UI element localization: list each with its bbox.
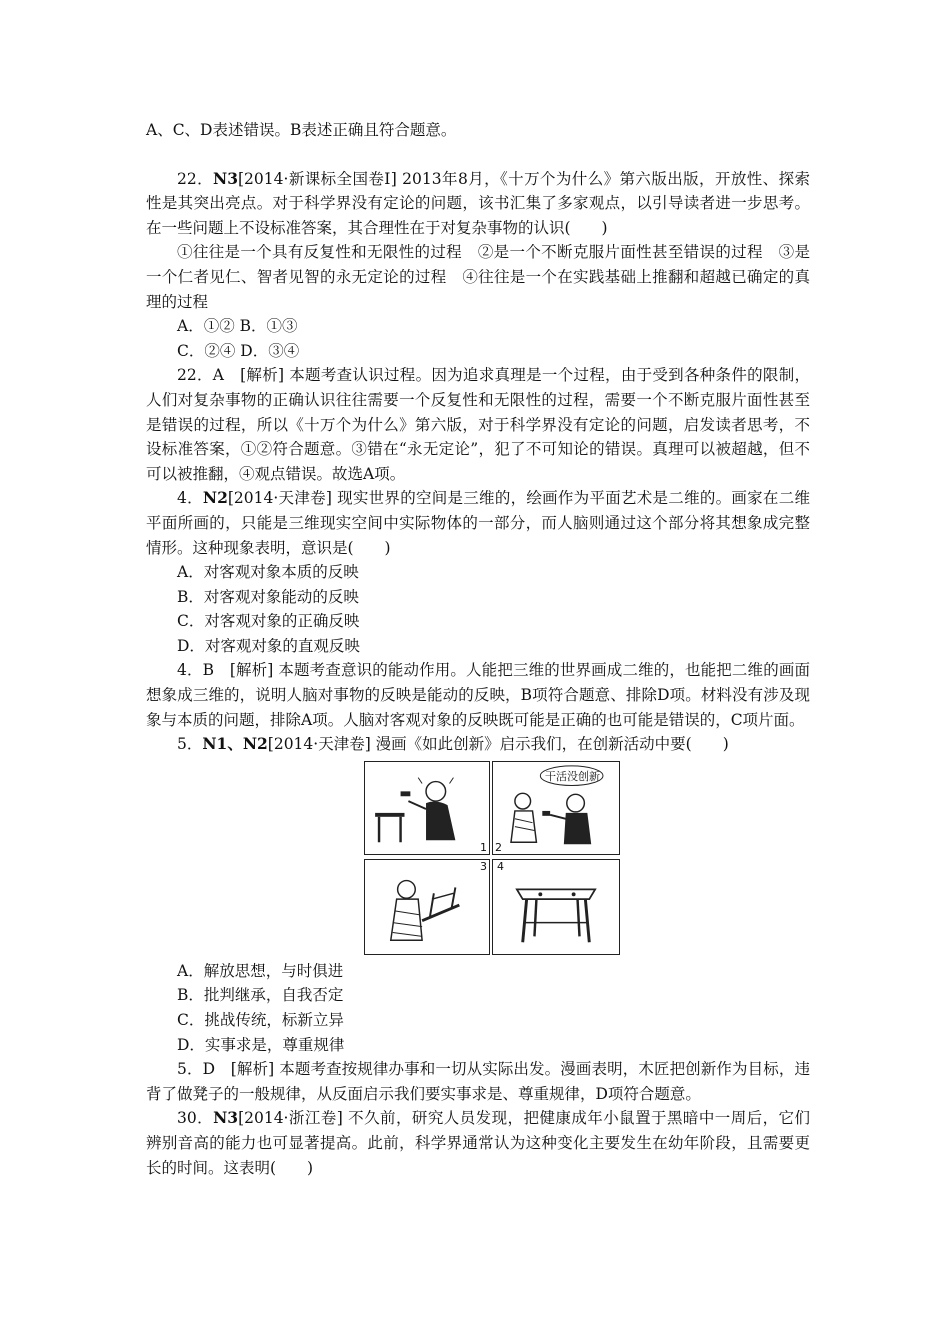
cartoon-panel-2 — [492, 761, 620, 855]
carpenter-hammering-drawing — [365, 762, 489, 854]
question-4-stem: 4．N2[2014·天津卷] 现实世界的空间是三维的，绘画作为平面艺术是二维的。画家在二维平面所画的，只能是三维现实空间中实际物体的一部分，而人脑则通过这个部分将其想象成完整情形。这种现象表明，意识是( ) — [146, 488, 810, 557]
question-22-analysis: 22．A [解析] 本题考查认识过程。因为追求真理是一个过程，由于受到各种条件的限制，人们对复杂事物的正确认识往往需要一个反复性和无限性的过程，需要一个不断克服片面性甚至是错误的过程，所以《十万个为什么》第六版，对于科学界没有定论的问题，启发读者思考，不设标准答案，①②符合题意。③错在“永无定论”，犯了不可知论的错误。真理可以被超越，但不可以被推翻，④观点错误。故选A项。 — [146, 366, 810, 483]
question-4-option-c: C．对客观对象的正确反映 — [177, 612, 360, 631]
document-page — [146, 118, 810, 1180]
cartoon-figure — [364, 761, 620, 955]
question-4-option-d: D．对客观对象的直观反映 — [177, 636, 360, 655]
cartoon-panel-3 — [364, 859, 490, 955]
carpenter-upside-down-stool-drawing — [365, 860, 489, 954]
question-5-stem: 5．N1、N2[2014·天津卷] 漫画《如此创新》启示我们，在创新活动中要( ) — [177, 734, 729, 754]
speech-bubble-text: 干活没创新 — [545, 769, 600, 783]
question-5-analysis: 5．D [解析] 本题考查按规律办事和一切从实际出发。漫画表明，木匠把创新作为目标，违背了做凳子的一般规律，从反面启示我们要实事求是、尊重规律，D项符合题意。 — [146, 1060, 810, 1103]
panel-number-3: 3 — [480, 859, 487, 873]
question-4-analysis: 4．B [解析] 本题考查意识的能动作用。人能把三维的世界画成二维的，也能把二维的画面想象成三维的，说明人脑对事物的反映是能动的反映，B项符合题意、排除D项。材料没有涉及现象与本质的问题，排除A项。人脑对客观对象的反映既可能是正确的也可能是错误的，C项片面。 — [146, 661, 810, 729]
question-5-option-a: A．解放思想，与时俱进 — [177, 961, 344, 980]
question-22-stem: 22．N3[2014·新课标全国卷Ⅰ] 2013年8月，《十万个为什么》第六版出版，开放性、探索性是其突出亮点。对于科学界没有定论的问题，该书汇集了多家观点，以引导读者进一步思考。在一些问题上不设标准答案，其合理性在于对复杂事物的认识( ) — [146, 168, 810, 237]
panel-number-4: 4 — [497, 859, 504, 873]
question-5-option-b: B．批判继承，自我否定 — [177, 986, 344, 1005]
cartoon-panel-1 — [364, 761, 490, 855]
panel-number-1: 1 — [480, 840, 487, 854]
question-30-stem: 30．N3[2014·浙江卷] 不久前，研究人员发现，把健康成年小鼠置于黑暗中一周后，它们辨别音高的能力也可显著提高。此前，科学界通常认为这种变化主要发生在幼年阶段，且需要更长的时间。这表明( ) — [146, 1108, 810, 1177]
question-22-statements: ①往往是一个具有反复性和无限性的过程 ②是一个不断克服片面性甚至错误的过程 ③是一个仁者见仁、智者见智的永无定论的过程 ④往往是一个在实践基础上推翻和超越已确定的真理的过程 — [146, 243, 810, 311]
question-5-option-d: D．实事求是，尊重规律 — [177, 1035, 345, 1054]
question-22-options-ab: A．①② B．①③ — [177, 317, 298, 336]
panel-number-2: 2 — [495, 840, 502, 854]
question-22-options-cd: C．②④ D．③④ — [177, 341, 300, 360]
question-4-option-b: B．对客观对象能动的反映 — [177, 587, 359, 606]
question-4-option-a: A．对客观对象本质的反映 — [177, 563, 359, 582]
finished-stool-drawing — [493, 860, 619, 954]
question-5-option-c: C．挑战传统，标新立异 — [177, 1011, 344, 1030]
intro-line: A、C、D表述错误。B表述正确且符合题意。 — [146, 121, 457, 139]
cartoon-panel-4 — [492, 859, 620, 955]
